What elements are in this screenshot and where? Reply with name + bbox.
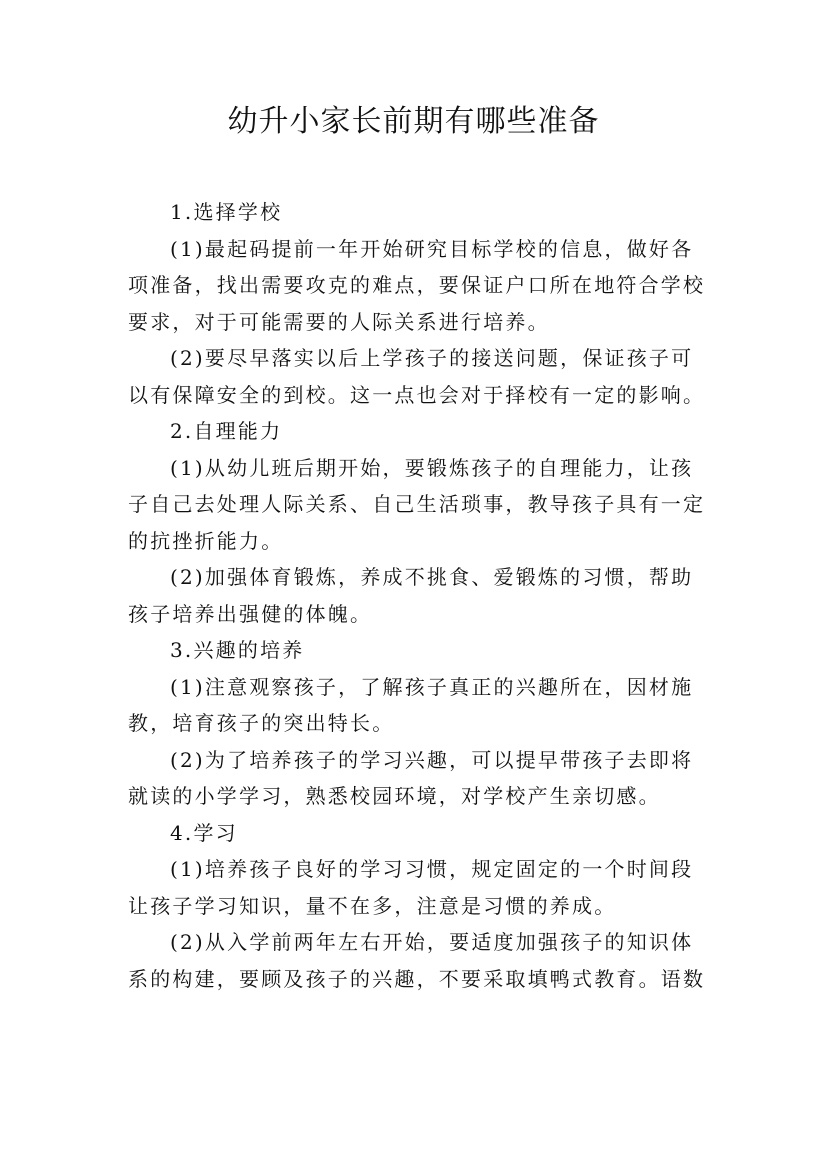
text-line: 子自己去处理人际关系、自己生活琐事，教导孩子具有一定	[128, 492, 706, 516]
text-line: 以有保障安全的到校。这一点也会对于择校有一定的影响。	[128, 382, 706, 407]
text-line: 要求，对于可能需要的人际关系进行培养。	[128, 309, 550, 334]
text-line: (2)从入学前两年左右开始，要适度加强孩子的知识体	[170, 930, 694, 954]
text-line: (1)注意观察孩子，了解孩子真正的兴趣所在，因材施	[170, 674, 694, 699]
text-line: 4.学习	[170, 820, 238, 845]
text-line: 让孩子学习知识，量不在多，注意是习惯的养成。	[128, 893, 617, 918]
text-line: (2)为了培养孩子的学习兴趣，可以提早带孩子去即将	[170, 747, 694, 772]
text-line: 孩子培养出强健的体魄。	[128, 601, 373, 626]
text-line: (2)加强体育锻炼，养成不挑食、爱锻炼的习惯，帮助	[170, 565, 694, 589]
text-line: (1)最起码提前一年开始研究目标学校的信息，做好各	[170, 236, 694, 261]
text-line: 的抗挫折能力。	[128, 528, 284, 553]
document-body	[128, 194, 708, 997]
text-line: 3.兴趣的培养	[170, 638, 305, 662]
text-line: (1)从幼儿班后期开始，要锻炼孩子的自理能力，让孩	[170, 455, 694, 480]
text-line: 就读的小学学习，熟悉校园环境，对学校产生亲切感。	[128, 784, 661, 808]
text-line: (1)培养孩子良好的学习习惯，规定固定的一个时间段	[170, 857, 694, 881]
text-line: 教，培育孩子的突出特长。	[128, 711, 395, 735]
text-line: 系的构建，要顾及孩子的兴趣，不要采取填鸭式教育。语数	[128, 966, 706, 991]
text-line: 1.选择学校	[170, 200, 283, 224]
page-title: 幼升小家长前期有哪些准备	[227, 104, 600, 139]
text-line: 项准备，找出需要攻克的难点，要保证户口所在地符合学校	[128, 273, 706, 297]
text-line: 2.自理能力	[170, 419, 283, 443]
text-line: (2)要尽早落实以后上学孩子的接送问题，保证孩子可	[170, 346, 694, 370]
